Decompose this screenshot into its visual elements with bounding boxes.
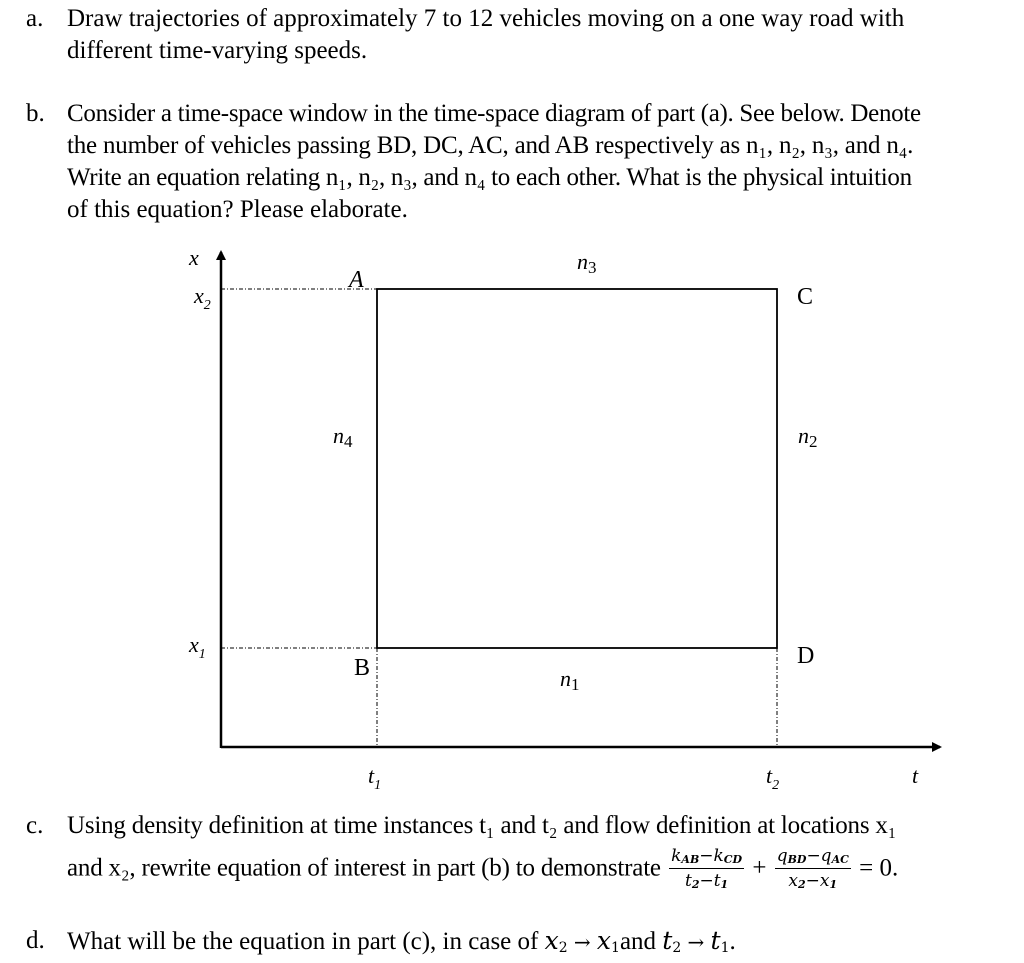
question-c-line-2-text: and x₂, rewrite equation of interest in part (b) to demonstrate [67,854,661,882]
equals-zero: = 0. [859,854,899,882]
question-d-end: . [729,928,736,955]
flow-fraction-denominator: $x_2-x_1$ [788,871,838,891]
density-fraction-denominator: $t_2-t_1$ [684,871,729,891]
flow-fraction-numerator: $q_{BD}-q_{AC}$ [775,846,851,869]
t2-label: $t_2$ [766,763,780,793]
corner-d-label: D [797,643,815,669]
question-c-letter: c. [26,812,44,839]
question-a-line-1: Draw trajectories of approximately 7 to 12 vehicles moving on a one way road with [67,5,905,32]
t-axis-label: t [912,763,919,788]
density-fraction [669,846,744,891]
question-d-letter: d. [26,927,45,954]
limit-x2: $x_2$ [544,926,568,956]
question-b-text [67,98,1024,226]
limit-t2: $t_2$ [662,926,682,956]
limit-t1: $t_1$ [710,926,730,956]
n3-label: n3 [577,249,597,277]
flow-fraction [775,846,851,891]
question-b-line-2: the number of vehicles passing BD, DC, AC, and AB respectively as n₁, n₂, n₃, and n₄. [67,132,914,159]
density-fraction-numerator: $k_{AB}-k_{CD}$ [669,846,744,869]
x2-label: $x_2$ [194,283,211,313]
question-a-text [67,3,1024,67]
n1-label: n1 [560,666,580,694]
question-a-letter: a. [26,5,44,32]
corner-a-label: A [349,267,364,293]
question-c-line-2 [67,846,1024,891]
question-b-line-1: Consider a time-space window in the time-space diagram of part (a). See below. Denote [67,100,921,127]
question-c-line-1: Using density definition at time instances t₁ and t₂ and flow definition at locations x₁ [67,812,897,839]
n2-label: n2 [798,423,818,451]
question-d-text [67,925,1024,958]
question-b-line-3: Write an equation relating n₁, n₂, n₃, and n₄ to each other. What is the physical intuition [67,164,912,191]
t1-label: $t_1$ [368,763,382,793]
x1-label: $x_1$ [189,632,206,662]
corner-b-label: B [354,655,371,681]
arrow-2: → [687,930,705,954]
plus-sign: + [752,854,767,882]
arrow-1: → [573,930,591,954]
question-b-line-4: of this equation? Please elaborate. [67,196,408,223]
time-space-diagram [0,230,1024,800]
question-b-letter: b. [26,100,45,127]
question-d-prefix: What will be the equation in part (c), in case of [67,928,539,955]
n4-label: n4 [333,423,353,451]
question-c-text [67,810,1024,891]
x-axis-label: x [189,245,199,270]
question-d-and: and [619,928,657,955]
limit-x1: $x_1$ [596,926,620,956]
question-a-line-2: different time-varying speeds. [67,37,368,64]
corner-c-label: C [797,284,814,310]
time-space-window [377,289,777,648]
